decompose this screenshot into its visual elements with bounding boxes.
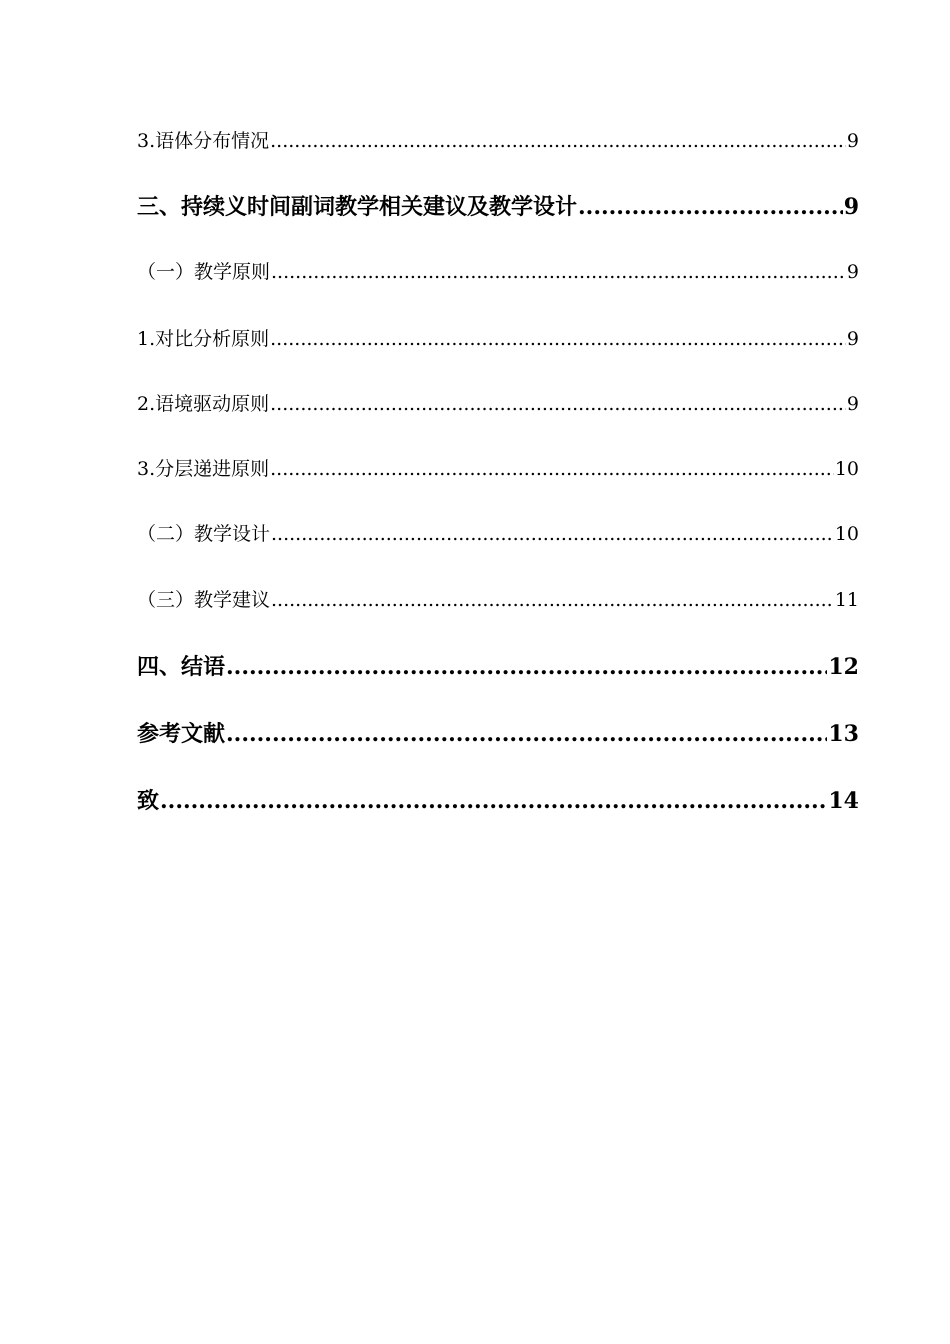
- toc-entry-label: 3.语体分布情况: [137, 130, 270, 152]
- toc-entry-page: 9: [843, 194, 859, 220]
- dot-leader: [271, 523, 834, 545]
- toc-entry-page: 14: [828, 788, 859, 814]
- toc-entry-references[interactable]: [137, 717, 859, 748]
- toc-entry-page: 11: [834, 589, 859, 611]
- toc-entry-3-2[interactable]: [137, 519, 859, 546]
- toc-entry-3-1-1[interactable]: [137, 324, 859, 351]
- toc-entry-label: （三）教学建议: [137, 589, 271, 611]
- toc-entry-acknowledgements[interactable]: [137, 784, 859, 815]
- toc-entry-label: 2.语境驱动原则: [137, 393, 270, 415]
- toc-entry-page: 10: [834, 523, 859, 545]
- toc-entry-label: 3.分层递进原则: [137, 458, 270, 480]
- toc-entry-page: 13: [828, 721, 859, 747]
- dot-leader: [160, 788, 827, 814]
- dot-leader: [270, 393, 846, 415]
- toc-entry-label: 四、结语: [137, 654, 226, 680]
- toc-entry-3-1-2[interactable]: [137, 389, 859, 416]
- dot-leader: [270, 458, 834, 480]
- toc-entry-label: 1.对比分析原则: [137, 328, 270, 350]
- toc-entry-3-1-3b[interactable]: [137, 454, 859, 481]
- toc-entry-section-4[interactable]: [137, 650, 859, 681]
- dot-leader: [226, 721, 827, 747]
- toc-entry-3-1[interactable]: [137, 257, 859, 284]
- dot-leader: [270, 328, 846, 350]
- toc-entry-label: 三、持续义时间副词教学相关建议及教学设计: [137, 194, 578, 220]
- toc-entry-3-1-3[interactable]: [137, 126, 859, 153]
- toc-entry-3-3[interactable]: [137, 585, 859, 612]
- dot-leader: [226, 654, 827, 680]
- dot-leader: [271, 589, 834, 611]
- toc-entry-page: 9: [846, 393, 859, 415]
- toc-entry-page: 10: [834, 458, 859, 480]
- toc-entry-page: 9: [846, 261, 859, 283]
- dot-leader: [270, 130, 846, 152]
- toc-entry-label: （一）教学原则: [137, 261, 271, 283]
- toc-entry-label: 致: [137, 788, 160, 814]
- dot-leader: [271, 261, 846, 283]
- toc-entry-section-3[interactable]: [137, 190, 859, 221]
- toc-entry-label: （二）教学设计: [137, 523, 271, 545]
- toc-entry-page: 12: [828, 654, 859, 680]
- toc-entry-page: 9: [846, 328, 859, 350]
- toc-entry-label: 参考文献: [137, 721, 226, 747]
- toc-entry-page: 9: [846, 130, 859, 152]
- dot-leader: [578, 194, 843, 220]
